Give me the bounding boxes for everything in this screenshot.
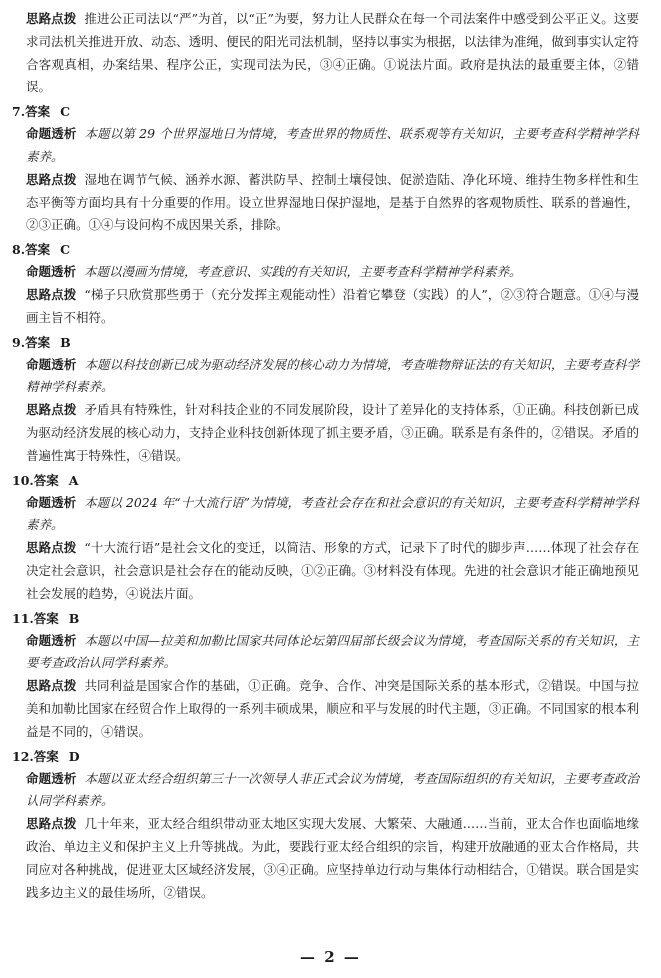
analysis-text: 本题以 2024 年“十大流行语”为情境，考查社会存在和社会意识的有关知识，主要考查科学精神学科素养。 — [26, 494, 639, 533]
hint-paragraph — [12, 813, 639, 904]
hint-paragraph — [12, 284, 639, 330]
question-answer-line — [12, 469, 639, 492]
analysis-text: 本题以亚太经合组织第三十一次领导人非正式会议为情境，考查国际组织的有关知识，主要考查政治认同学科素养。 — [26, 770, 639, 809]
answer-value: D — [68, 748, 80, 764]
question-number: 8. — [12, 242, 26, 258]
analysis-tag: 命题透析 — [26, 356, 77, 372]
answer-label: 答案 — [25, 242, 51, 258]
question-block — [12, 100, 639, 237]
analysis-tag: 命题透析 — [26, 264, 77, 280]
hint-text: “梯子只欣赏那些勇于（充分发挥主观能动性）沿着它攀登（实践）的人”，②③符合题意。①④与漫画主旨不相符。 — [26, 286, 639, 325]
analysis-paragraph — [12, 492, 639, 538]
analysis-tag: 命题透析 — [26, 632, 77, 648]
hint-text: 几十年来，亚太经合组织带动亚太地区实现大发展、大繁荣、大融通……当前，亚太合作也面临地缘政治、单边主义和保护主义上升等挑战。为此，要践行亚太经合组织的宗旨，构建开放融通的亚太合作格局，共同应对各种挑战，促进亚太区域经济发展，③④正确。应坚持单边行动与集体行动相结合，①错误。联合国是实践多边主义的最佳场所，②错误。 — [26, 816, 639, 900]
hint-paragraph — [12, 169, 639, 237]
answer-label: 答案 — [33, 748, 59, 764]
analysis-tag: 命题透析 — [26, 494, 77, 510]
answer-value: C — [60, 242, 71, 258]
hint-tag: 思路点拨 — [26, 816, 77, 832]
analysis-paragraph — [12, 354, 639, 400]
hint-text: 共同利益是国家合作的基础，①正确。竞争、合作、冲突是国际关系的基本形式，②错误。中国与拉美和加勒比国家在经贸合作上取得的一系列丰硕成果，顺应和平与发展的时代主题，③正确。不同国家的根本利益是不同的，④错误。 — [26, 678, 639, 739]
answer-label: 答案 — [25, 104, 51, 120]
hint-tag: 思路点拨 — [26, 286, 77, 302]
hint-text: 矛盾具有特殊性，针对科技企业的不同发展阶段，设计了差异化的支持体系，①正确。科技创新已成为驱动经济发展的核心动力，支持企业科技创新体现了抓主要矛盾，③正确。联系是有条件的，②错误。矛盾的普遍性寓于特殊性，④错误。 — [26, 402, 639, 463]
question-block — [12, 469, 639, 606]
question-number: 12. — [12, 748, 34, 764]
question-block — [12, 331, 639, 468]
top-hint-paragraph — [12, 8, 639, 99]
analysis-paragraph — [12, 261, 639, 284]
question-answer-line — [12, 607, 639, 630]
hint-paragraph — [12, 537, 639, 605]
question-answer-line — [12, 238, 639, 261]
question-number: 10. — [12, 472, 34, 488]
analysis-text: 本题以第 29 个世界湿地日为情境，考查世界的物质性、联系观等有关知识，主要考查科学精神学科素养。 — [26, 126, 639, 164]
hint-text: “十大流行语”是社会文化的变迁，以简洁、形象的方式，记录下了时代的脚步声……体现了社会存在决定社会意识，社会意识是社会存在的能动反映，①②正确。③材料没有体现。先进的社会意识才能正确地预见社会发展的趋势，④说法片面。 — [26, 540, 639, 601]
analysis-text: 本题以漫画为情境，考查意识、实践的有关知识，主要考查科学精神学科素养。 — [84, 264, 522, 280]
hint-paragraph — [12, 675, 639, 743]
analysis-paragraph — [12, 123, 639, 169]
hint-tag: 思路点拨 — [26, 11, 77, 26]
hint-text: 推进公正司法以“严”为首，以“正”为要，努力让人民群众在每一个司法案件中感受到公平正义。这要求司法机关推进开放、动态、透明、便民的阳光司法机制，坚持以事实为根据，以法律为准绳，做到事实认定符合客观真相，办案结果、程序公正，实现司法为民，③④正确。①说法片面。政府是执法的最重要主体，②错误。 — [26, 11, 639, 95]
question-block — [12, 238, 639, 329]
question-block — [12, 607, 639, 744]
hint-tag: 思路点拨 — [26, 171, 77, 187]
answer-value: B — [60, 334, 71, 350]
answer-label: 答案 — [33, 472, 59, 488]
page-number: — 2 — — [300, 948, 361, 966]
question-number: 9. — [12, 334, 26, 350]
hint-tag: 思路点拨 — [26, 678, 77, 694]
answer-label: 答案 — [33, 610, 59, 626]
question-answer-line — [12, 100, 639, 123]
analysis-tag: 命题透析 — [26, 770, 77, 786]
answer-value: A — [68, 472, 79, 488]
hint-paragraph — [12, 399, 639, 467]
hint-tag: 思路点拨 — [26, 402, 77, 418]
analysis-text: 本题以中国—拉美和加勒比国家共同体论坛第四届部长级会议为情境，考查国际关系的有关知识，主要考查政治认同学科素养。 — [26, 632, 639, 671]
answer-label: 答案 — [25, 334, 51, 350]
question-block — [12, 745, 639, 905]
question-number: 7. — [12, 104, 26, 120]
answer-value: B — [68, 610, 80, 626]
question-answer-line — [12, 745, 639, 768]
hint-text: 湿地在调节气候、涵养水源、蓄洪防旱、控制土壤侵蚀、促淤造陆、净化环境、维持生物多样性和生态平衡等方面均具有十分重要的作用。设立世界湿地日保护湿地，是基于自然界的客观物质性、联系的普遍性，②③正确。①④与设问构不成因果关系，排除。 — [26, 171, 639, 233]
analysis-tag: 命题透析 — [26, 126, 77, 142]
analysis-paragraph — [12, 768, 639, 814]
analysis-text: 本题以科技创新已成为驱动经济发展的核心动力为情境，考查唯物辩证法的有关知识，主要考查科学精神学科素养。 — [26, 356, 639, 395]
question-number: 11. — [12, 610, 34, 626]
analysis-paragraph — [12, 630, 639, 676]
question-answer-line — [12, 331, 639, 354]
hint-tag: 思路点拨 — [26, 540, 77, 556]
answer-value: C — [60, 104, 71, 120]
